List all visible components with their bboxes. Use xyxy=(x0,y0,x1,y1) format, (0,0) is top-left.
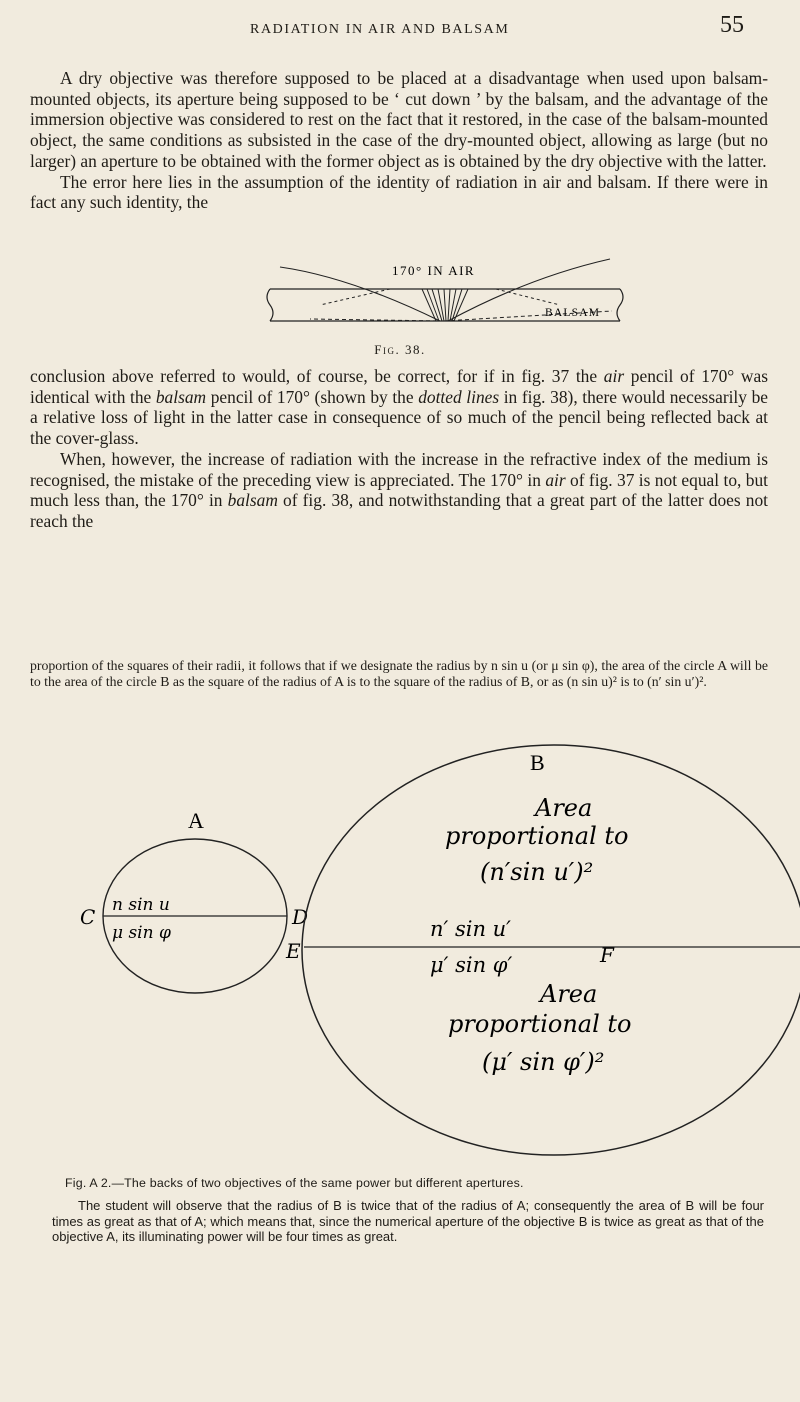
para4-air: air xyxy=(545,469,566,490)
B-area-bot-2: proportional to xyxy=(448,1010,632,1038)
figA2-label-B: B xyxy=(530,750,545,775)
figA2-label-F: F xyxy=(600,943,614,967)
B-area-bot-3: (μ′ sin φ′)² xyxy=(482,1048,605,1076)
fig38-label-right: BALSAM xyxy=(545,307,601,319)
figA2-label-D: D xyxy=(292,905,309,929)
fig38-right-break xyxy=(617,289,623,321)
para4-text-a: When, however, the increase of radiation with the increase in the refractive index of the medium is recognised, the mistake of the preceding view is appreciated. The 170° in xyxy=(30,448,768,490)
paragraph-3 xyxy=(30,366,768,532)
para1-text: A dry objective was therefore supposed to be placed at a disadvantage when used upon balsam-mounted objects, its aperture being supposed to be ‘ cut down ’ by the balsam, and the advantage of the immersion objective was considered to rest on the fact that it restored, in the case of the balsam-mounted object, the same conditions as subsisted in the case of the dry-mounted object, allowing as large (but no larger) an aperture to be obtained with the former object as is obtained by the dry objective with the latter. xyxy=(30,68,768,171)
figA2-label-A: A xyxy=(188,808,204,833)
figA2-label-C: C xyxy=(80,905,96,929)
B-area-top-3: (n′sin u′)² xyxy=(480,858,594,886)
para2-text: The error here lies in the assumption of the identity of radiation in air and balsam. If there were in fact any such identity, the xyxy=(30,171,768,213)
running-head xyxy=(0,10,800,40)
para5-text: proportion of the squares of their radii, it follows that if we designate the radius by n sin u (or μ sin φ), the area of the circle A will be to the area of the circle B as the square of the radius of A is to the square of the radius of B, or as (n sin u)² is to (n′ sin u′)². xyxy=(30,658,768,689)
B-mid-bottom: μ′ sin φ′ xyxy=(430,953,513,977)
fig38-label-top: 170° IN AIR xyxy=(392,263,476,278)
para4-text-c: of fig. 38, and notwithstanding that a great part of the latter does not reach the xyxy=(30,490,768,531)
B-area-bot-1: Area xyxy=(540,980,598,1008)
circle-A-bottom-label: μ sin φ xyxy=(112,923,171,943)
para3-text-d: in fig. 38), there would necessarily be a relative loss of light in the latter case in consequence of so much of the pencil being reflected back at the cover-glass. xyxy=(30,386,768,449)
figA2-label-E: E xyxy=(286,939,301,963)
para3-balsam: balsam xyxy=(155,386,207,407)
running-title: RADIATION IN AIR AND BALSAM xyxy=(250,22,510,37)
para3-air: air xyxy=(603,366,625,386)
para3-dotted: dotted lines xyxy=(418,386,500,407)
circle-A-top-label: n sin u xyxy=(112,895,170,915)
para4-balsam: balsam xyxy=(227,490,278,511)
B-mid-top: n′ sin u′ xyxy=(430,917,511,941)
fig38-caption: Fig. 38. xyxy=(374,342,426,357)
para4-text-b: of fig. 37 is not equal to, but much less than, the 170° in xyxy=(30,469,768,511)
footnote xyxy=(52,1198,764,1245)
paragraph-1 xyxy=(30,68,768,213)
B-area-top-2: proportional to xyxy=(445,822,629,850)
fig38-diagram xyxy=(240,255,630,325)
page-number: 55 xyxy=(720,12,744,38)
footnote-text: The student will observe that the radius of B is twice that of the radius of A; consequently the area of B will be four times as great as that of A; which means that, since the numerical aperture of the objective B is twice as great as that of the objective A, its illuminating power will be four times as great. xyxy=(52,1198,764,1244)
figA2-diagram xyxy=(0,740,800,1170)
para3-text-b: pencil of 170° was identical with the xyxy=(30,366,768,407)
paragraph-5 xyxy=(30,658,768,689)
B-area-top-1: Area xyxy=(535,794,593,822)
fig38-left-break xyxy=(267,289,273,321)
figA2-caption: Fig. A 2.—The backs of two objectives of the same power but different apertures. xyxy=(65,1176,524,1190)
para3-text-a: conclusion above referred to would, of course, be correct, for if in fig. 37 the xyxy=(30,366,604,386)
para3-text-c: pencil of 170° (shown by the xyxy=(206,386,419,407)
